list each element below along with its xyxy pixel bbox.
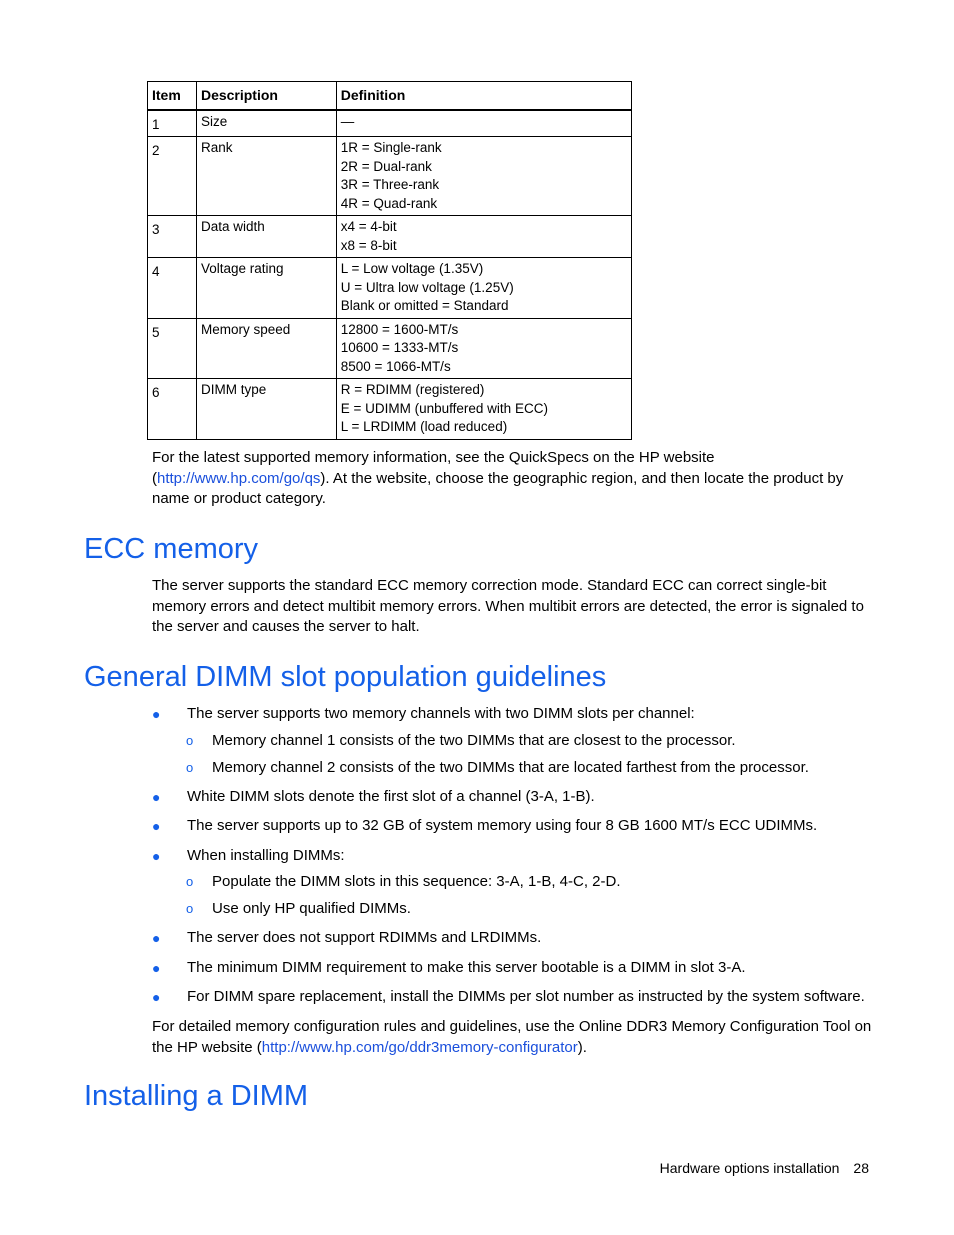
sub-bullet-icon: o bbox=[186, 901, 194, 916]
table-row bbox=[148, 137, 632, 216]
definition-line: L = Low voltage (1.35V) bbox=[340, 261, 484, 276]
definition-line: 8500 = 1066-MT/s bbox=[340, 358, 451, 374]
sub-bullet-icon: o bbox=[186, 760, 194, 775]
bullet-text: For DIMM spare replacement, install the DIMMs per slot number as instructed by the system software. bbox=[187, 988, 865, 1005]
bullet-icon: ● bbox=[152, 930, 161, 946]
footer-section-title: Hardware options installation bbox=[659, 1160, 840, 1176]
row-definition bbox=[336, 216, 631, 258]
sub-bullet-icon: o bbox=[186, 733, 194, 748]
ecc-memory-paragraph: The server supports the standard ECC memory correction mode. Standard ECC can correct single-bit memory errors and detect multibit memory errors. When multibit errors are detected, the error is signaled to the server and causes the server to halt. bbox=[152, 577, 864, 635]
page-number: 28 bbox=[853, 1160, 869, 1176]
definition-line: x8 = 8-bit bbox=[340, 237, 397, 253]
row-description: Data width bbox=[196, 216, 336, 258]
memory-info-text-after: ). At the website, choose the geographic region, and then locate the product by name or product category. bbox=[152, 469, 844, 507]
definition-line: 10600 = 1333-MT/s bbox=[340, 340, 459, 355]
row-description: Memory speed bbox=[196, 318, 336, 379]
row-item-number: 3 bbox=[148, 216, 197, 258]
bullet-icon: ● bbox=[152, 706, 161, 722]
row-item-number: 5 bbox=[148, 318, 197, 379]
dimm-code-table bbox=[147, 81, 632, 440]
definition-line: U = Ultra low voltage (1.25V) bbox=[340, 279, 514, 295]
header-item: Item bbox=[148, 82, 197, 110]
config-tool-paragraph bbox=[152, 1017, 872, 1058]
definition-line: 1R = Single-rank bbox=[340, 140, 442, 155]
definition-line: E = UDIMM (unbuffered with ECC) bbox=[340, 400, 548, 416]
memory-info-paragraph bbox=[152, 448, 872, 510]
bullet-text: Populate the DIMM slots in this sequence: 3-A, 1-B, 4-C, 2-D. bbox=[212, 873, 621, 890]
bullet-text: The minimum DIMM requirement to make this server bootable is a DIMM in slot 3-A. bbox=[187, 959, 746, 976]
table-row bbox=[148, 110, 632, 137]
table-row bbox=[148, 379, 632, 440]
header-description: Description bbox=[196, 82, 336, 110]
table-row bbox=[148, 318, 632, 379]
row-item-number: 6 bbox=[148, 379, 197, 440]
row-definition bbox=[336, 379, 631, 440]
definition-line: Blank or omitted = Standard bbox=[340, 298, 509, 313]
row-description: DIMM type bbox=[196, 379, 336, 440]
table-row bbox=[148, 216, 632, 258]
config-text-before: For detailed memory configuration rules and guidelines, use the Online DDR3 Memory Configuration Tool on the HP website ( bbox=[152, 1018, 872, 1056]
row-item-number: 2 bbox=[148, 137, 197, 216]
bullet-text: The server does not support RDIMMs and LRDIMMs. bbox=[187, 929, 542, 946]
bullet-icon: ● bbox=[152, 848, 161, 864]
definition-line: x4 = 4-bit bbox=[340, 219, 397, 234]
row-definition bbox=[336, 258, 631, 319]
table-body bbox=[148, 110, 632, 440]
config-text-after: ). bbox=[577, 1038, 587, 1056]
row-definition bbox=[336, 318, 631, 379]
memory-info-text-before: For the latest supported memory information, see the QuickSpecs on the HP website ( bbox=[152, 449, 715, 487]
definition-line: — bbox=[340, 113, 355, 129]
ddr3-configurator-link[interactable]: http://www.hp.com/go/ddr3memory-configurator bbox=[261, 1038, 578, 1056]
ecc-memory-heading: ECC memory bbox=[84, 533, 259, 565]
row-definition bbox=[336, 110, 631, 137]
table-header-row bbox=[148, 82, 632, 110]
bullet-text: When installing DIMMs: bbox=[187, 847, 345, 864]
header-definition: Definition bbox=[336, 82, 631, 110]
sub-bullet-icon: o bbox=[186, 874, 194, 889]
bullet-text: The server supports up to 32 GB of system memory using four 8 GB 1600 MT/s ECC UDIMMs. bbox=[187, 817, 818, 834]
bullet-icon: ● bbox=[152, 960, 161, 976]
bullet-icon: ● bbox=[152, 989, 161, 1005]
bullet-text: White DIMM slots denote the first slot of a channel (3-A, 1-B). bbox=[187, 788, 595, 805]
bullet-text: Use only HP qualified DIMMs. bbox=[212, 900, 411, 917]
table-row bbox=[148, 258, 632, 319]
row-definition bbox=[336, 137, 631, 216]
row-item-number: 4 bbox=[148, 258, 197, 319]
bullet-icon: ● bbox=[152, 789, 161, 805]
bullet-text: Memory channel 1 consists of the two DIMMs that are closest to the processor. bbox=[212, 732, 736, 749]
row-description: Size bbox=[196, 110, 336, 137]
row-item-number: 1 bbox=[148, 110, 197, 137]
bullet-text: The server supports two memory channels with two DIMM slots per channel: bbox=[187, 705, 695, 722]
bullet-text: Memory channel 2 consists of the two DIMMs that are located farthest from the processor. bbox=[212, 759, 809, 776]
row-description: Voltage rating bbox=[196, 258, 336, 319]
definition-line: 3R = Three-rank bbox=[340, 177, 440, 192]
page-footer bbox=[660, 1159, 869, 1177]
definition-line: 2R = Dual-rank bbox=[340, 158, 432, 174]
installing-dimm-heading: Installing a DIMM bbox=[84, 1080, 309, 1112]
bullet-icon: ● bbox=[152, 818, 161, 834]
row-description: Rank bbox=[196, 137, 336, 216]
definition-line: R = RDIMM (registered) bbox=[340, 382, 485, 397]
quickspecs-link[interactable]: http://www.hp.com/go/qs bbox=[157, 469, 321, 487]
definition-line: L = LRDIMM (load reduced) bbox=[340, 419, 508, 434]
guidelines-heading: General DIMM slot population guidelines bbox=[84, 661, 607, 693]
definition-line: 12800 = 1600-MT/s bbox=[340, 321, 459, 337]
definition-line: 4R = Quad-rank bbox=[340, 195, 438, 211]
